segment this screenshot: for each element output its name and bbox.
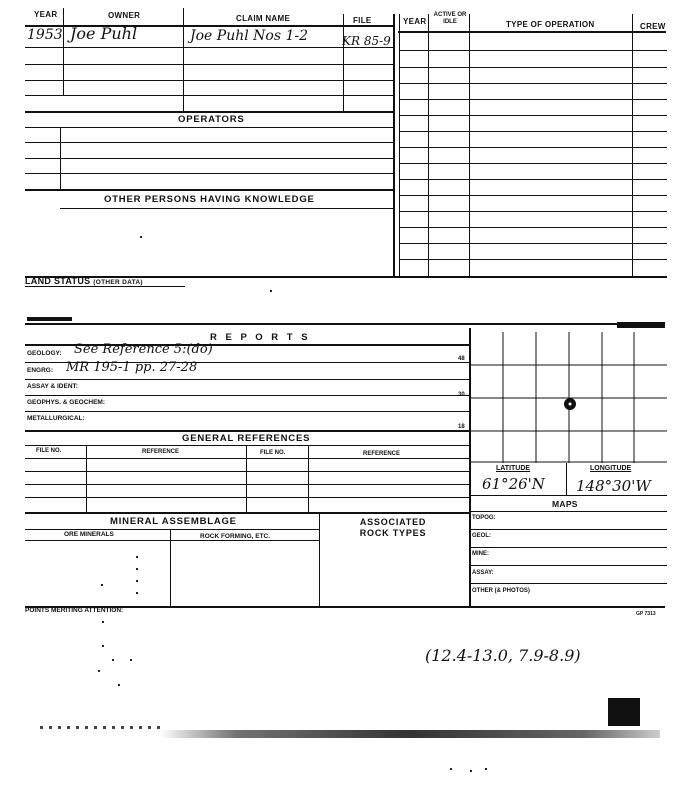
latitude-label: LATITUDE bbox=[496, 465, 531, 472]
maps-geol: GEOL: bbox=[472, 533, 491, 539]
ref-file-no: FILE NO. bbox=[36, 448, 62, 454]
geology-label: GEOLOGY: bbox=[27, 350, 62, 357]
points-meriting-label: POINTS MERITING ATTENTION: bbox=[25, 607, 124, 614]
ref-file-no2: FILE NO. bbox=[260, 450, 286, 456]
coordinate-note: (12.4-13.0, 7.9-8.9) bbox=[425, 646, 581, 665]
num-48: 48 bbox=[458, 356, 465, 362]
associated-rock-types-heading: ASSOCIATED ROCK TYPES bbox=[359, 517, 427, 538]
metallurgical-label: METALLURGICAL: bbox=[27, 415, 85, 422]
header-year: YEAR bbox=[34, 10, 58, 19]
header-type-of-operation: TYPE OF OPERATION bbox=[506, 20, 595, 29]
longitude-value: 148°30'W bbox=[576, 477, 651, 495]
latitude-value: 61°26'N bbox=[482, 475, 545, 493]
geology-value: See Reference 5:(do) bbox=[74, 342, 213, 357]
rock-forming-label: ROCK FORMING, ETC. bbox=[200, 533, 271, 540]
section-grid bbox=[469, 328, 667, 463]
maps-heading: MAPS bbox=[552, 499, 578, 509]
ref-reference: REFERENCE bbox=[142, 449, 180, 455]
header-claim-name: CLAIM NAME bbox=[236, 14, 291, 23]
engrg-label: ENGRG: bbox=[27, 367, 53, 374]
scan-noise-left bbox=[40, 726, 160, 729]
ref-reference2: REFERENCE bbox=[363, 451, 401, 457]
entry-claim: Joe Puhl Nos 1-2 bbox=[190, 28, 309, 44]
scan-block bbox=[608, 698, 640, 726]
header-active-idle: ACTIVE OR IDLE bbox=[433, 12, 467, 25]
land-status-heading: LAND STATUS (OTHER DATA) bbox=[25, 276, 143, 286]
entry-year: 1953 bbox=[27, 27, 63, 43]
maps-mine: MINE: bbox=[472, 551, 489, 557]
scan-mark bbox=[27, 317, 72, 321]
entry-file: KR 85-9 bbox=[342, 34, 391, 48]
num-30: 30 bbox=[458, 392, 465, 398]
mineral-assemblage-heading: MINERAL ASSEMBLAGE bbox=[110, 516, 237, 527]
assay-label: ASSAY & IDENT: bbox=[27, 383, 78, 390]
header-owner: OWNER bbox=[108, 11, 141, 20]
geophys-label: GEOPHYS. & GEOCHEM: bbox=[27, 399, 106, 406]
other-persons-heading: OTHER PERSONS HAVING KNOWLEDGE bbox=[104, 194, 315, 205]
longitude-label: LONGITUDE bbox=[590, 465, 632, 472]
ore-minerals-label: ORE MINERALS bbox=[64, 531, 114, 538]
reports-heading: R E P O R T S bbox=[210, 332, 311, 343]
maps-other: OTHER (& PHOTOS) bbox=[472, 588, 530, 594]
header-crew: CREW bbox=[640, 22, 666, 31]
general-references-heading: GENERAL REFERENCES bbox=[182, 433, 311, 444]
scan-noise-band bbox=[160, 730, 660, 738]
operators-heading: OPERATORS bbox=[178, 114, 245, 125]
header-year2: YEAR bbox=[403, 17, 427, 26]
maps-topog: TOPOG: bbox=[472, 515, 496, 521]
maps-assay: ASSAY: bbox=[472, 570, 494, 576]
num-18: 18 bbox=[458, 424, 465, 430]
form-code: GP 7313 bbox=[636, 611, 656, 617]
header-file: FILE bbox=[353, 16, 372, 25]
engrg-value: MR 195-1 pp. 27-28 bbox=[66, 360, 198, 375]
entry-owner: Joe Puhl bbox=[70, 24, 138, 43]
